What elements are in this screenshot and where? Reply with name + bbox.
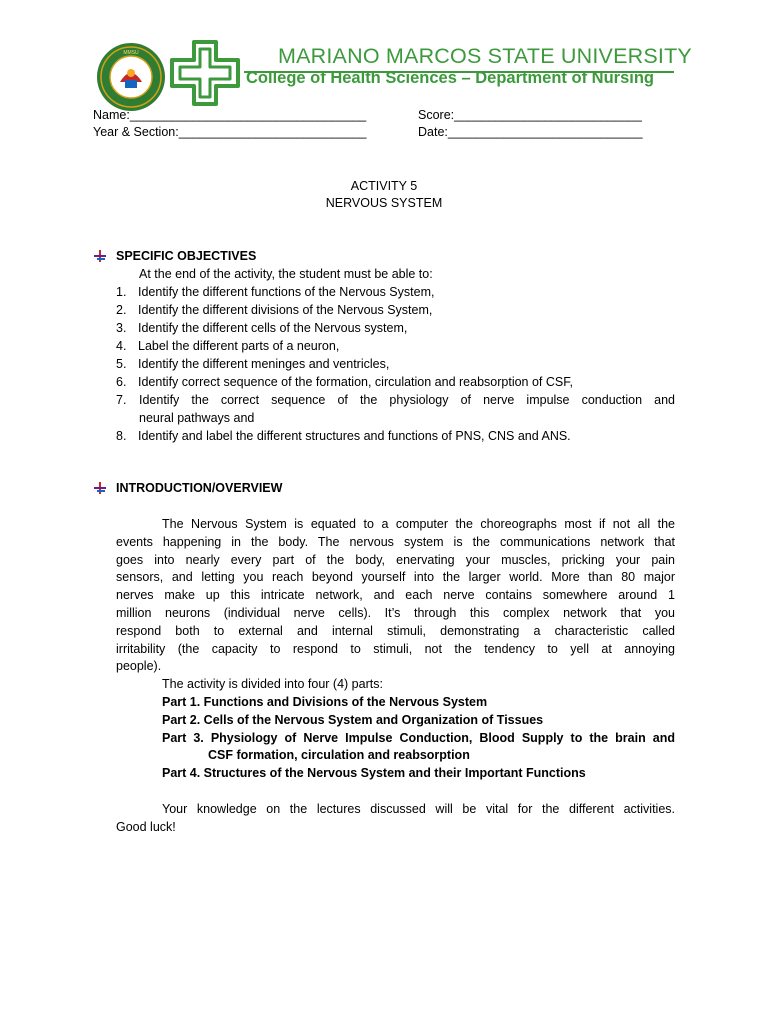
item-number: 7. <box>116 393 127 407</box>
item-number: 8. <box>116 429 127 443</box>
paragraph-line: sensors, and letting you reach beyond yourself into the larger world. More than 80 major <box>116 570 675 585</box>
intro-paragraph <box>116 516 675 836</box>
date-field[interactable]: Date:____________________________ <box>418 125 643 139</box>
paragraph-line: goes into nearly every part of the body, enervating your muscles, pricking your pain <box>116 552 675 567</box>
list-item <box>116 321 407 335</box>
paragraph-line: events happening in the body. The nervous system is the communications network that <box>116 534 675 549</box>
item-text: Identify the different meninges and ventricles, <box>138 357 390 371</box>
paragraph-line: people). <box>116 659 162 674</box>
item-text: Identify and label the different structures and functions of PNS, CNS and ANS. <box>138 429 571 443</box>
item-text: Label the different parts of a neuron, <box>138 339 340 353</box>
bullet-icon <box>93 249 107 263</box>
paragraph-line: respond both to external and internal stimuli, demonstrating a characteristic called <box>116 623 675 638</box>
item-number: 6. <box>116 375 127 389</box>
item-number: 1. <box>116 285 127 299</box>
activity-number: ACTIVITY 5 <box>350 179 418 193</box>
year-section-field[interactable]: Year & Section:___________________________ <box>93 125 367 139</box>
item-number: 3. <box>116 321 127 335</box>
list-item <box>116 375 573 389</box>
part-item: Part 4. Structures of the Nervous System and their Important Functions <box>162 766 586 781</box>
svg-text:MMSU: MMSU <box>123 50 139 56</box>
list-item <box>116 285 434 299</box>
item-text: Identify correct sequence of the formation, circulation and reabsorption of CSF, <box>138 375 573 389</box>
item-number: 4. <box>116 339 127 353</box>
paragraph-line: million neurons (individual nerve cells). It’s through this complex network that you <box>116 605 675 620</box>
part-item-continued: CSF formation, circulation and reabsorption <box>208 748 470 763</box>
item-text: Identify the different functions of the Nervous System, <box>138 285 435 299</box>
closing-line: Good luck! <box>116 819 176 834</box>
closing-line: Your knowledge on the lectures discussed will be vital for the different activities. <box>162 801 675 816</box>
list-item <box>116 429 571 443</box>
part-item: Part 3. Physiology of Nerve Impulse Conduction, Blood Supply to the brain and <box>162 730 675 745</box>
intro-heading: INTRODUCTION/OVERVIEW <box>116 481 283 495</box>
item-number: 5. <box>116 357 127 371</box>
paragraph-line: irritability (the capacity to respond to stimuli, not the tendency to yell at annoying <box>116 641 675 656</box>
item-text: Identify the correct sequence of the physiology of nerve impulse conduction and <box>139 393 675 407</box>
green-cross-logo <box>170 40 240 106</box>
college-name: College of Health Sciences – Department of Nursing <box>246 69 655 87</box>
list-item <box>116 339 339 353</box>
paragraph-line: nerves make up this intricate network, and each nerve contains somewhere around 1 <box>116 588 675 603</box>
list-item <box>116 393 675 407</box>
activity-title: NERVOUS SYSTEM <box>325 196 443 210</box>
part-item: Part 1. Functions and Divisions of the Nervous System <box>162 694 488 709</box>
part-item: Part 2. Cells of the Nervous System and Organization of Tissues <box>162 712 544 727</box>
paragraph-line: The Nervous System is equated to a computer the choreographs most if not all the <box>162 517 675 531</box>
bullet-icon <box>93 481 107 495</box>
parts-intro: The activity is divided into four (4) parts: <box>162 677 383 692</box>
list-item <box>116 357 389 371</box>
university-name: MARIANO MARCOS STATE UNIVERSITY <box>278 44 692 68</box>
name-field[interactable]: Name:__________________________________ <box>93 108 367 122</box>
item-text: Identify the different cells of the Nervous system, <box>138 321 408 335</box>
score-field[interactable]: Score:___________________________ <box>418 108 642 122</box>
item-text: Identify the different divisions of the Nervous System, <box>138 303 433 317</box>
objectives-intro: At the end of the activity, the student must be able to: <box>139 267 433 281</box>
objectives-heading: SPECIFIC OBJECTIVES <box>116 249 257 263</box>
university-seal-logo <box>96 42 166 112</box>
item-number: 2. <box>116 303 127 317</box>
list-item <box>116 303 432 317</box>
item-text-continued: neural pathways and <box>139 411 255 425</box>
